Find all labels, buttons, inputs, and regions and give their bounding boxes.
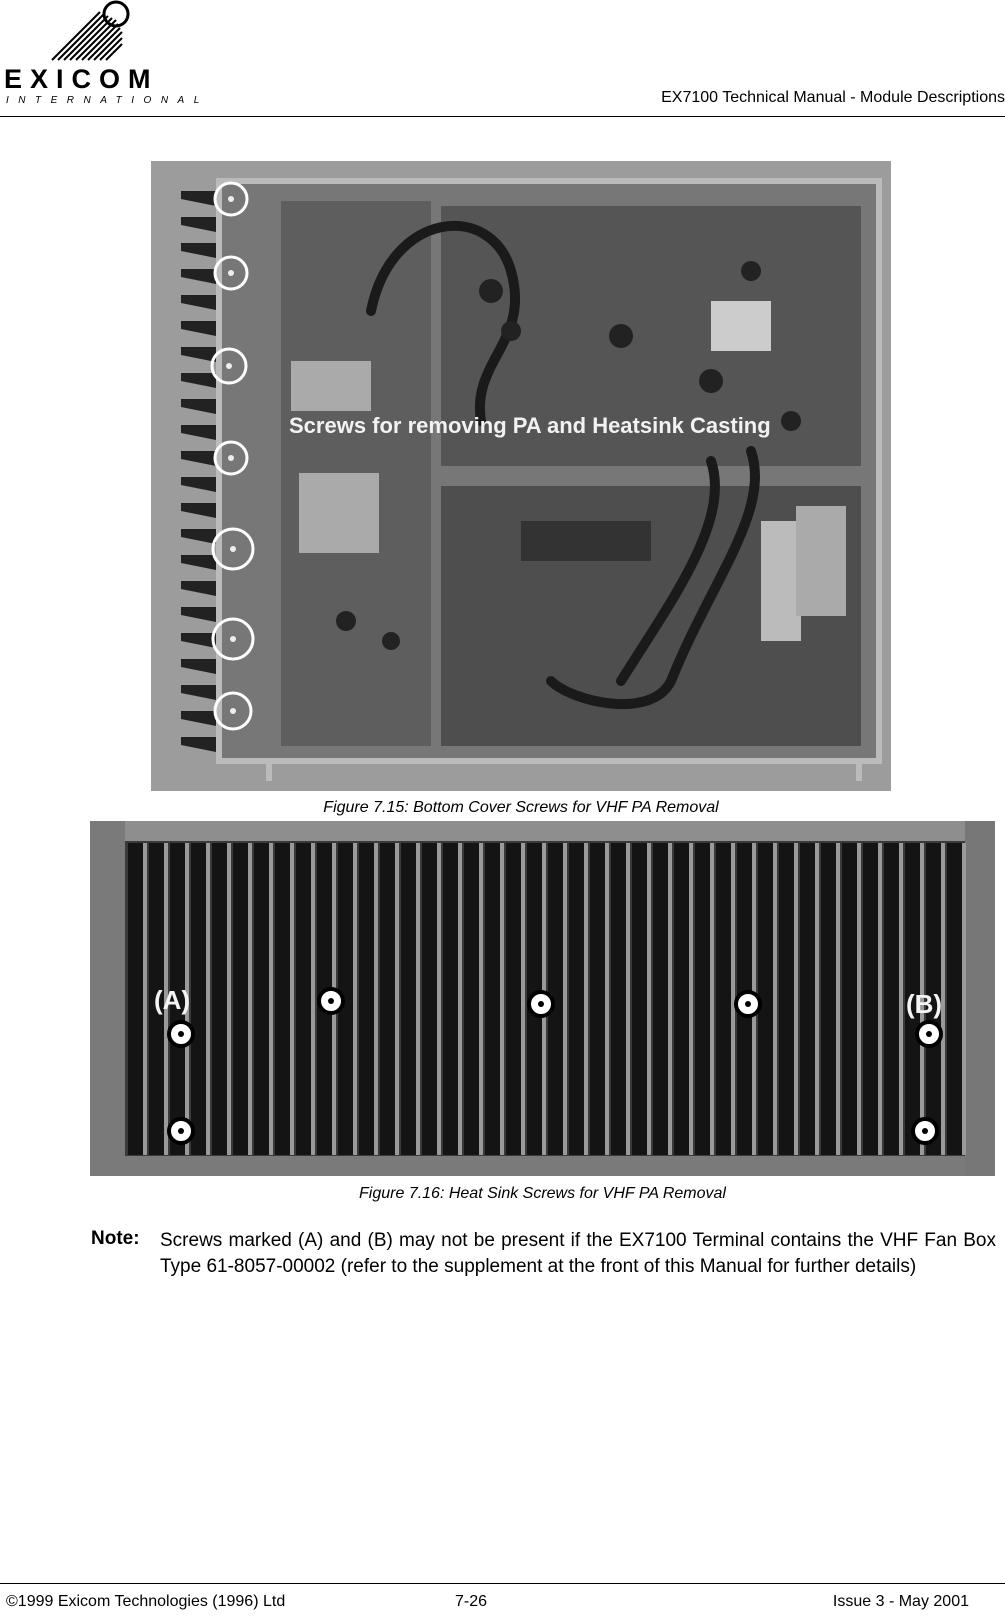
screw-label-b: (B) bbox=[906, 989, 943, 1019]
footer-page-number: 7-26 bbox=[455, 1593, 488, 1610]
footer-issue: Issue 3 - May 2001 bbox=[832, 1593, 969, 1610]
screw-label-a: (A) bbox=[154, 985, 191, 1015]
note-label: Note: bbox=[91, 1228, 140, 1249]
page-header-title: EX7100 Technical Manual - Module Descriptions bbox=[661, 89, 1005, 106]
logo-subtitle: INTERNATIONAL bbox=[6, 95, 209, 106]
logo-wordmark: EXICOM bbox=[4, 64, 159, 94]
footer-copyright: ©1999 Exicom Technologies (1996) Ltd bbox=[6, 1593, 286, 1610]
logo-emblem-icon bbox=[0, 0, 175, 70]
figure-heat-sink-photo bbox=[90, 821, 995, 1176]
footer-divider bbox=[0, 1583, 1005, 1584]
note-text: Screws marked (A) and (B) may not be present if the EX7100 Terminal contains the VHF Fan Box Type 61-8057-00002 (refer to the supplement at the front of this Manual for further details) bbox=[160, 1230, 996, 1277]
figure-caption-7-15: Figure 7.15: Bottom Cover Screws for VHF PA Removal bbox=[323, 799, 719, 816]
photo-overlay-label: Screws for removing PA and Heatsink Casting bbox=[289, 413, 771, 438]
figure-caption-7-16: Figure 7.16: Heat Sink Screws for VHF PA Removal bbox=[359, 1185, 726, 1202]
header-divider bbox=[0, 116, 1005, 117]
figure-bottom-cover-photo bbox=[151, 161, 891, 791]
